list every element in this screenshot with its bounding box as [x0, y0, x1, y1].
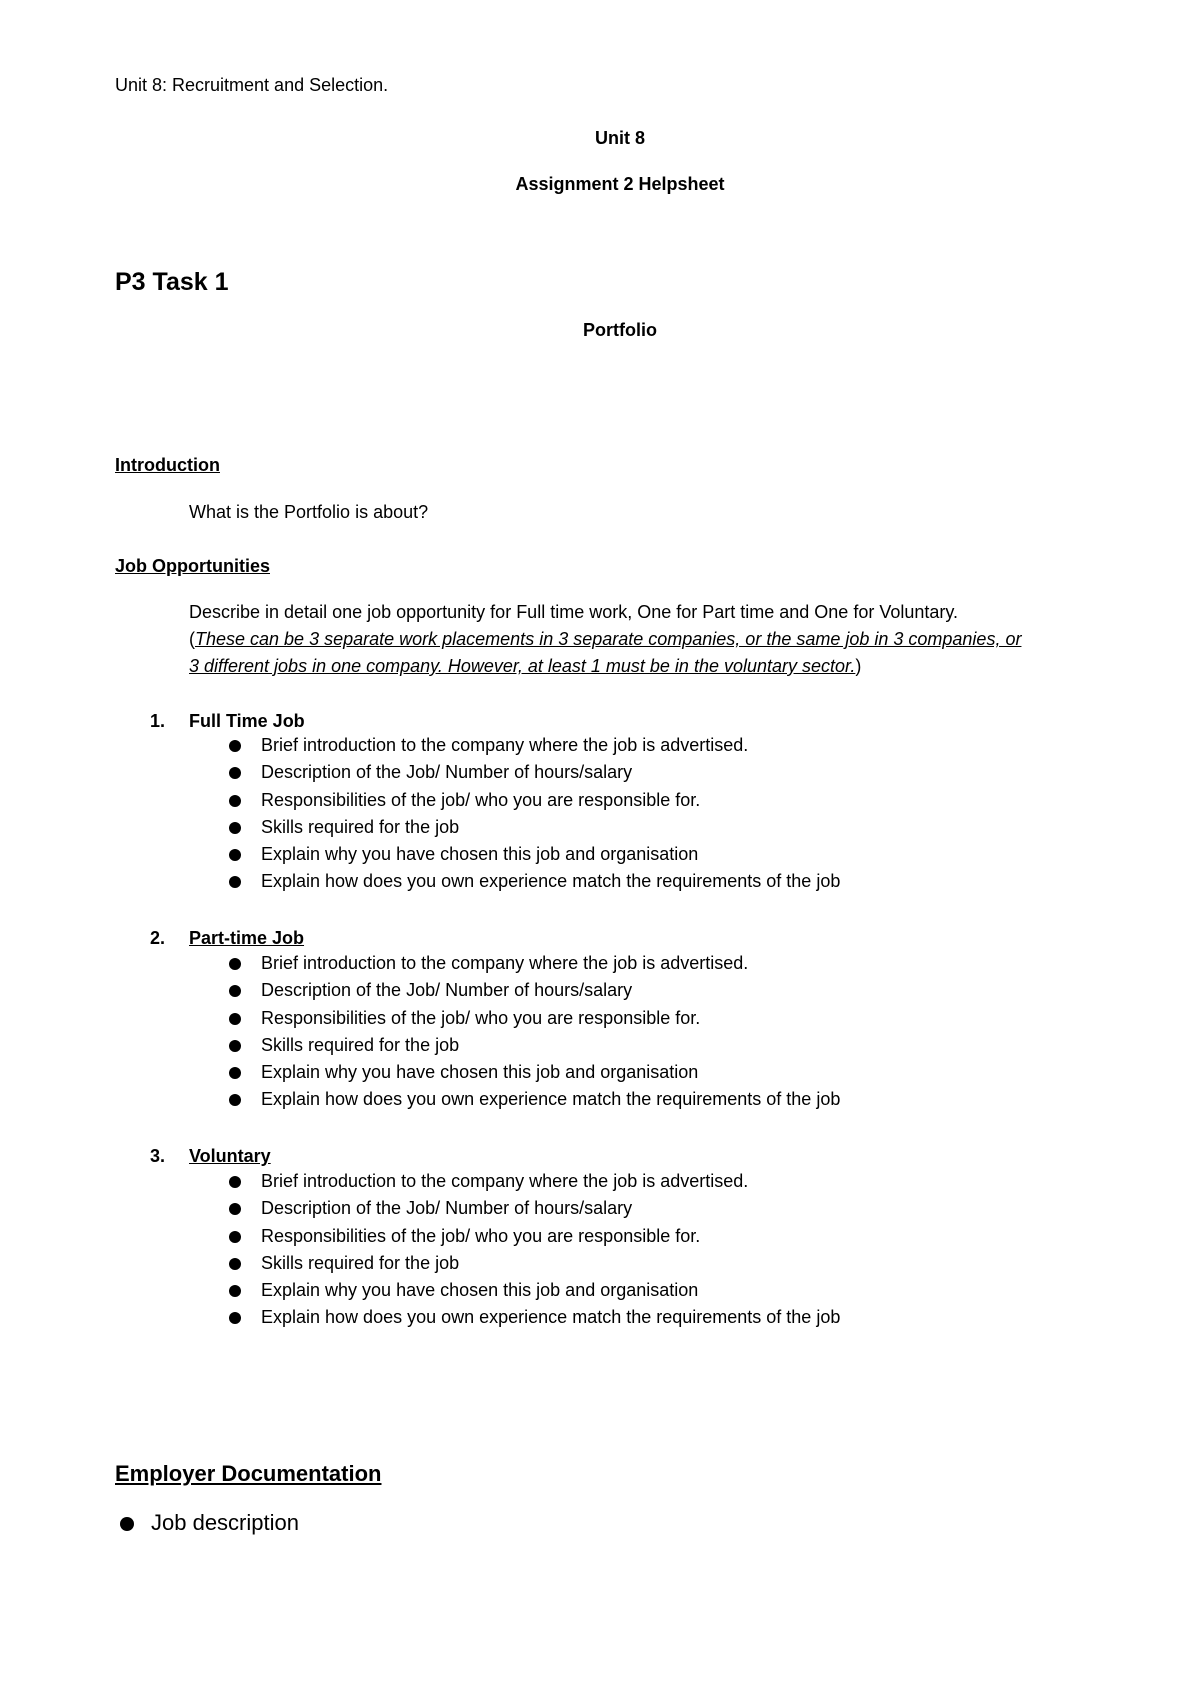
employer-documentation-heading: Employer Documentation [115, 1461, 382, 1486]
task-heading: P3 Task 1 [115, 268, 229, 296]
bullet-icon [229, 795, 241, 807]
list-item [225, 787, 840, 814]
job-opportunities-description: Describe in detail one job opportunity for Full time work, One for Part time and One for Voluntary. [189, 602, 959, 622]
note-open-paren: ( [189, 629, 195, 649]
introduction-question: What is the Portfolio is about? [189, 502, 429, 522]
bullet-list [225, 950, 840, 1114]
list-item-text: Explain why you have chosen this job and organisation [261, 844, 699, 865]
portfolio-title: Portfolio [583, 320, 657, 340]
list-item [225, 1195, 840, 1222]
list-item-text: Description of the Job/ Number of hours/salary [261, 1198, 633, 1219]
list-item-text: Explain how does you own experience match the requirements of the job [261, 1089, 841, 1110]
job-opportunities-heading: Job Opportunities [115, 556, 270, 576]
note-text-line-2: 3 different jobs in one company. However, at least 1 must be in the voluntary sector. [189, 656, 856, 676]
bullet-icon [229, 1258, 241, 1270]
document-header: Unit 8: Recruitment and Selection. [115, 75, 389, 95]
list-item [225, 1086, 840, 1113]
list-item [225, 1223, 840, 1250]
bullet-icon [229, 1040, 241, 1052]
bullet-icon [229, 740, 241, 752]
bullet-list [225, 732, 840, 896]
list-item [225, 1168, 840, 1195]
list-item [225, 814, 840, 841]
list-item-text: Brief introduction to the company where the job is advertised. [261, 735, 749, 755]
list-item-text: Job description [151, 1510, 299, 1535]
note-close-paren: ) [855, 656, 862, 676]
list-item [225, 1005, 840, 1032]
list-item-text: Responsibilities of the job/ who you are responsible for. [261, 789, 701, 810]
section-number: 2. [150, 928, 166, 948]
bullet-icon [229, 1231, 241, 1243]
list-item-text: Responsibilities of the job/ who you are responsible for. [261, 1225, 701, 1246]
list-item-text: Skills required for the job [261, 816, 460, 837]
section-title: Full Time Job [189, 711, 305, 731]
list-item-text: Explain how does you own experience match the requirements of the job [261, 871, 841, 892]
bullet-icon [229, 958, 241, 970]
list-item [225, 1277, 840, 1304]
list-item [225, 1250, 840, 1277]
list-item-text: Brief introduction to the company where the job is advertised. [261, 953, 749, 973]
bullet-icon [229, 876, 241, 888]
document-unit-title: Unit 8 [594, 128, 645, 148]
bullet-icon [229, 1013, 241, 1025]
list-item [225, 977, 840, 1004]
list-item [225, 841, 840, 868]
job-opportunities-note-line-2 [189, 656, 861, 677]
note-text-line-1: These can be 3 separate work placements in 3 separate companies, or the same job in 3 companies, or [195, 629, 1022, 649]
bullet-icon [229, 822, 241, 834]
list-item [225, 1059, 840, 1086]
list-item-text: Explain why you have chosen this job and organisation [261, 1062, 699, 1083]
section-number: 3. [150, 1146, 166, 1166]
bullet-icon [229, 767, 241, 779]
bullet-icon [229, 1094, 241, 1106]
list-item-text: Description of the Job/ Number of hours/salary [261, 762, 633, 783]
list-item [225, 1304, 840, 1331]
list-item-text: Explain why you have chosen this job and organisation [261, 1280, 699, 1301]
document-assignment-title: Assignment 2 Helpsheet [515, 174, 725, 194]
bullet-list [225, 1168, 840, 1332]
bullet-icon [229, 1312, 241, 1324]
section-number: 1. [150, 711, 166, 731]
job-opportunities-note-line-1 [189, 629, 1021, 650]
list-item-text: Description of the Job/ Number of hours/salary [261, 980, 633, 1001]
list-item-text: Skills required for the job [261, 1252, 460, 1273]
list-item-text: Explain how does you own experience match the requirements of the job [261, 1307, 841, 1328]
bullet-icon [229, 849, 241, 861]
bullet-icon [229, 1176, 241, 1188]
bullet-icon [229, 1203, 241, 1215]
section-title: Voluntary [189, 1146, 271, 1166]
bullet-icon [229, 1067, 241, 1079]
list-item [225, 759, 840, 786]
introduction-heading: Introduction [115, 455, 220, 475]
section-title: Part-time Job [189, 928, 305, 948]
bullet-icon [120, 1517, 134, 1531]
bullet-icon [229, 1285, 241, 1297]
list-item [225, 732, 840, 759]
bullet-icon [229, 985, 241, 997]
list-item-text: Brief introduction to the company where the job is advertised. [261, 1171, 749, 1191]
list-item [225, 950, 840, 977]
list-item [225, 868, 840, 895]
list-item-text: Skills required for the job [261, 1034, 460, 1055]
list-item-text: Responsibilities of the job/ who you are responsible for. [261, 1007, 701, 1028]
employer-documentation-list [115, 1508, 299, 1538]
list-item [115, 1508, 299, 1538]
list-item [225, 1032, 840, 1059]
